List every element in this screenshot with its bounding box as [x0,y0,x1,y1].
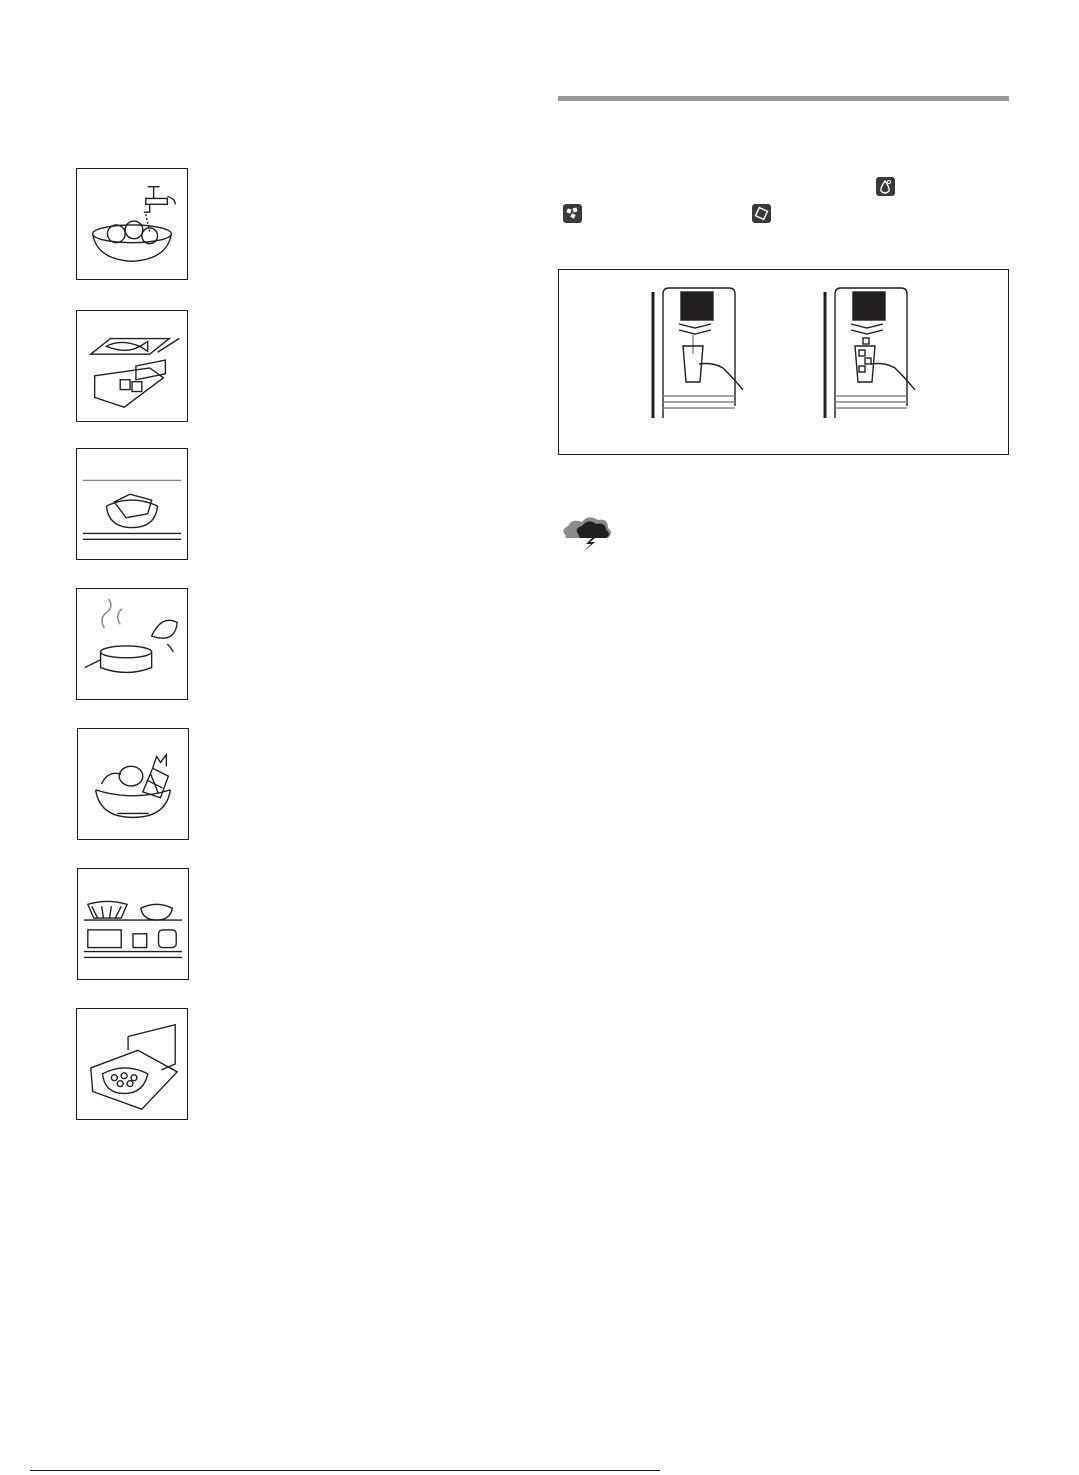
thunderstorm-icon [560,516,614,552]
illustration-covered-bowl [76,448,188,560]
steaming-pot-with-lid-icon [77,589,187,699]
crushed-ice-icon [563,204,582,223]
ice-dispensing-icon [815,278,935,428]
wrapping-fish-portions-icon [77,311,187,421]
shelved-containers-icon [78,869,188,979]
covered-bowl-on-shelf-icon [77,449,187,559]
washing-fruit-under-tap-icon [77,169,187,279]
illustration-wrapping-fish [76,310,188,422]
section-rule [558,96,1009,101]
illustration-shelved-containers [77,868,189,980]
illustration-steaming-pot [76,588,188,700]
water-dispensing-icon [643,278,763,428]
illustration-fruit-bowl [77,728,189,840]
fruit-bowl-icon [78,729,188,839]
footer-rule [30,1470,660,1471]
water-drop-icon [876,177,895,196]
illustration-wrapped-salad [76,1008,188,1120]
illustration-washing-fruit [76,168,188,280]
dispenser-illustration-frame [558,269,1009,455]
ice-cube-icon [752,204,771,223]
wrapped-salad-bowl-icon [77,1009,187,1119]
